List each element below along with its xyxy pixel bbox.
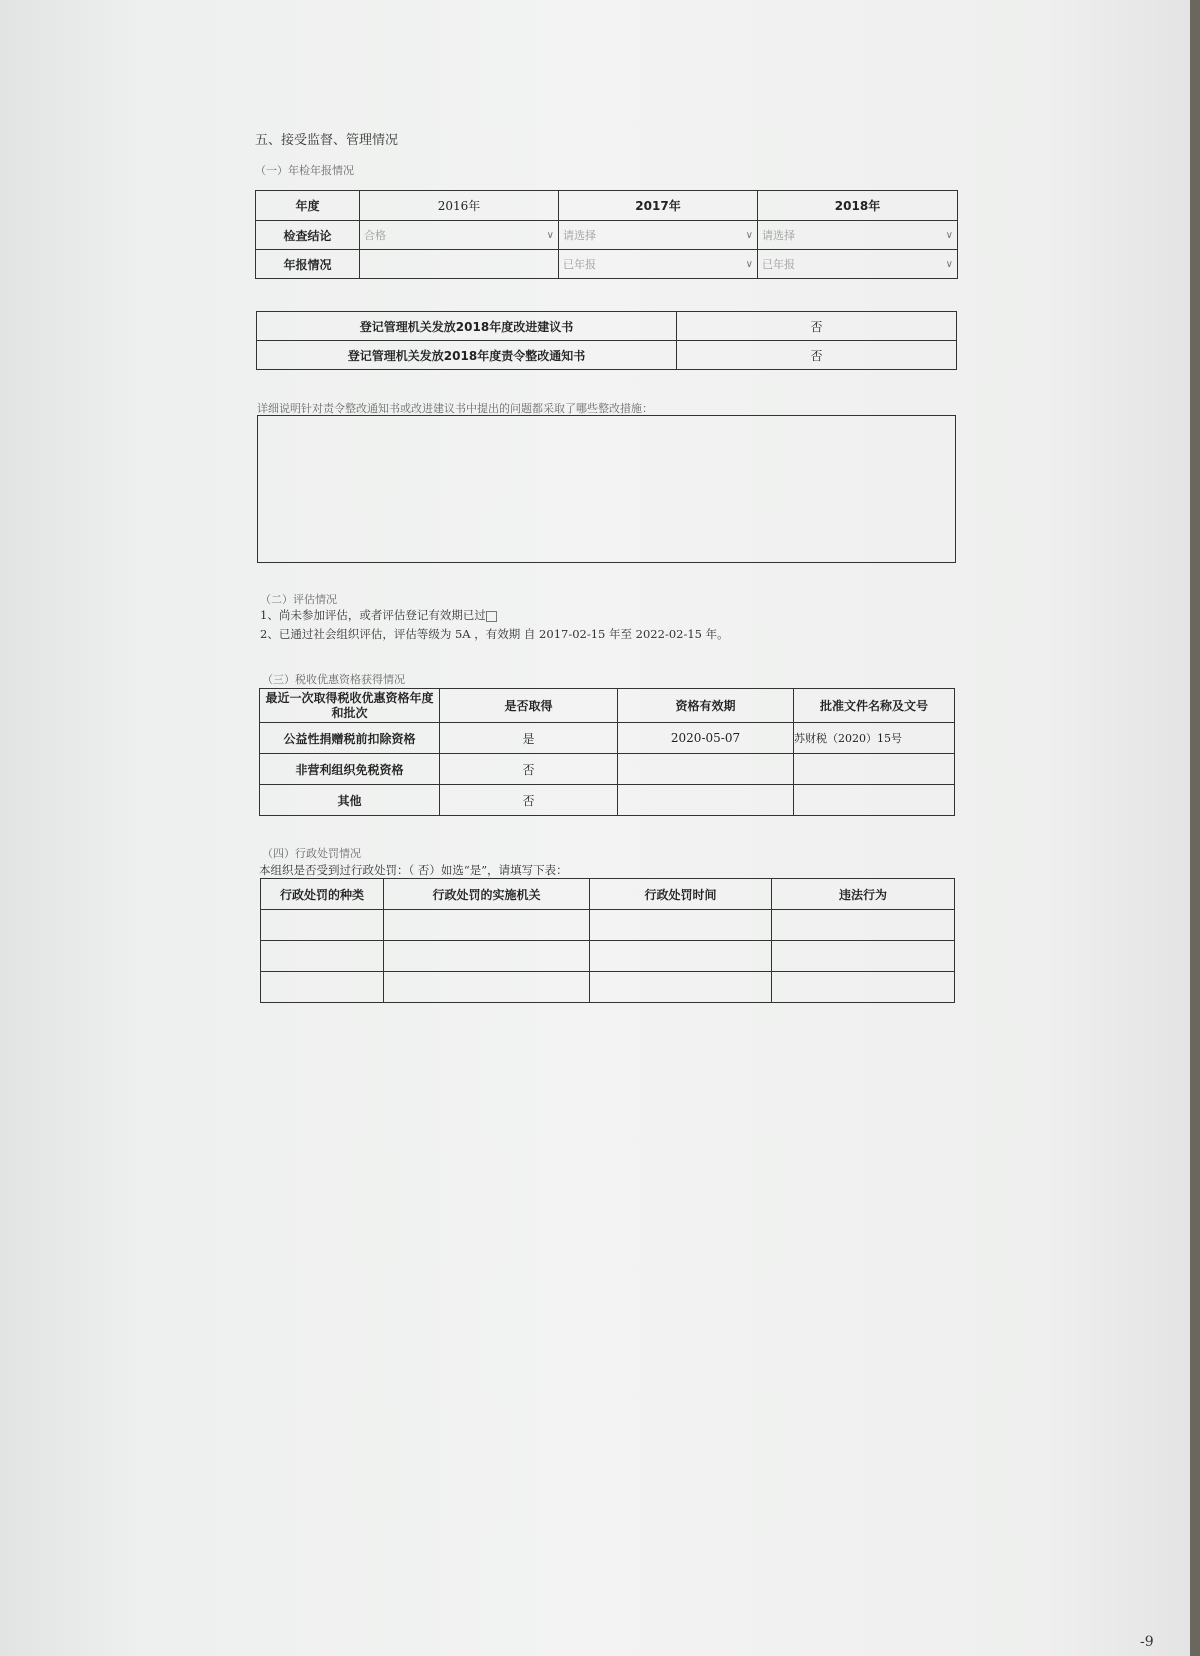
chevron-down-icon: ∨ <box>745 258 753 270</box>
tax-header-row <box>260 689 955 723</box>
chevron-down-icon: ∨ <box>945 258 953 270</box>
evaluation-line2: 2、已通过社会组织评估，评估等级为 5A ，有效期 自 2017-02-15 年至 2022-02-15 年。 <box>260 627 729 641</box>
penalty-header-cell: 行政处罚的实施机关 <box>384 879 590 910</box>
select-conclusion-2016[interactable] <box>360 221 559 250</box>
penalty-cell[interactable] <box>590 972 772 1003</box>
section-title: 五、接受监督、管理情况 <box>255 133 399 148</box>
penalty-header-cell: 行政处罚时间 <box>590 879 772 910</box>
chevron-down-icon: ∨ <box>945 229 953 241</box>
select-value: 合格 <box>364 229 386 242</box>
select-report-2018[interactable] <box>758 250 958 279</box>
tax-cell <box>618 785 794 816</box>
tax-header-cell: 最近一次取得税收优惠资格年度和批次 <box>260 689 440 723</box>
penalty-row <box>261 910 955 941</box>
select-conclusion-2017[interactable] <box>559 221 758 250</box>
measures-textarea[interactable] <box>257 415 956 563</box>
annual-header-year: 年度 <box>256 191 360 221</box>
notice-row <box>257 312 957 341</box>
penalty-header-row <box>261 879 955 910</box>
measures-prompt: 详细说明针对责令整改通知书或改进建议书中提出的问题都采取了哪些整改措施： <box>257 402 653 415</box>
tax-cell: 是 <box>440 723 618 754</box>
notice-row <box>257 341 957 370</box>
page-mark: -9 <box>1140 1634 1154 1650</box>
notice-label: 登记管理机关发放2018年度改进建议书 <box>257 312 677 341</box>
select-value: 已年报 <box>563 258 596 271</box>
penalty-cell[interactable] <box>261 910 384 941</box>
tax-cell <box>794 785 955 816</box>
tax-cell: 非营利组织免税资格 <box>260 754 440 785</box>
background-edge <box>1190 0 1200 1656</box>
tax-cell <box>794 754 955 785</box>
tax-row <box>260 785 955 816</box>
select-report-2017[interactable] <box>559 250 758 279</box>
select-value: 已年报 <box>762 258 795 271</box>
penalty-header-cell: 行政处罚的种类 <box>261 879 384 910</box>
tax-cell: 苏财税（2020）15号 <box>794 723 955 754</box>
tax-cell: 公益性捐赠税前扣除资格 <box>260 723 440 754</box>
penalty-cell[interactable] <box>261 972 384 1003</box>
penalty-header-cell: 违法行为 <box>772 879 955 910</box>
annual-subtitle: （一）年检年报情况 <box>255 164 354 177</box>
annual-header-2018: 2018年 <box>758 191 958 221</box>
penalty-cell[interactable] <box>590 910 772 941</box>
penalty-row <box>261 941 955 972</box>
select-conclusion-2018[interactable] <box>758 221 958 250</box>
tax-row <box>260 754 955 785</box>
penalty-cell[interactable] <box>384 941 590 972</box>
notice-value: 否 <box>677 341 957 370</box>
tax-subtitle: （三）税收优惠资格获得情况 <box>262 673 405 686</box>
annual-table <box>255 190 958 279</box>
annual-row-report <box>256 250 958 279</box>
expired-checkbox[interactable] <box>486 611 497 622</box>
annual-header-2017: 2017年 <box>559 191 758 221</box>
notice-value: 否 <box>677 312 957 341</box>
tax-header-cell: 是否取得 <box>440 689 618 723</box>
penalty-cell[interactable] <box>384 910 590 941</box>
tax-header-cell: 批准文件名称及文号 <box>794 689 955 723</box>
row-label: 年报情况 <box>256 250 360 279</box>
penalty-cell[interactable] <box>590 941 772 972</box>
tax-cell: 其他 <box>260 785 440 816</box>
report-2016-cell <box>360 250 559 279</box>
tax-header-cell: 资格有效期 <box>618 689 794 723</box>
penalty-subtitle: （四）行政处罚情况 <box>262 847 361 860</box>
penalty-cell[interactable] <box>261 941 384 972</box>
notice-label: 登记管理机关发放2018年度责令整改通知书 <box>257 341 677 370</box>
penalty-cell[interactable] <box>772 972 955 1003</box>
tax-table <box>259 688 955 816</box>
notices-table <box>256 311 957 370</box>
evaluation-line1-text: 1、尚未参加评估，或者评估登记有效期已过 <box>260 608 486 622</box>
penalty-question: 本组织是否受到过行政处罚：（ 否）如选“是”，请填写下表： <box>259 863 568 877</box>
chevron-down-icon: ∨ <box>745 229 753 241</box>
tax-cell: 否 <box>440 785 618 816</box>
tax-cell: 否 <box>440 754 618 785</box>
select-value: 请选择 <box>762 229 795 242</box>
tax-cell: 2020-05-07 <box>618 723 794 754</box>
penalty-cell[interactable] <box>772 910 955 941</box>
select-value: 请选择 <box>563 229 596 242</box>
tax-row <box>260 723 955 754</box>
annual-row-conclusion <box>256 221 958 250</box>
evaluation-line1 <box>260 607 497 623</box>
tax-cell <box>618 754 794 785</box>
annual-header-2016: 2016年 <box>360 191 559 221</box>
penalty-row <box>261 972 955 1003</box>
row-label: 检查结论 <box>256 221 360 250</box>
penalty-table <box>260 878 955 1003</box>
annual-header-row <box>256 191 958 221</box>
evaluation-subtitle: （二）评估情况 <box>260 593 337 606</box>
penalty-cell[interactable] <box>772 941 955 972</box>
penalty-cell[interactable] <box>384 972 590 1003</box>
chevron-down-icon: ∨ <box>546 229 554 241</box>
